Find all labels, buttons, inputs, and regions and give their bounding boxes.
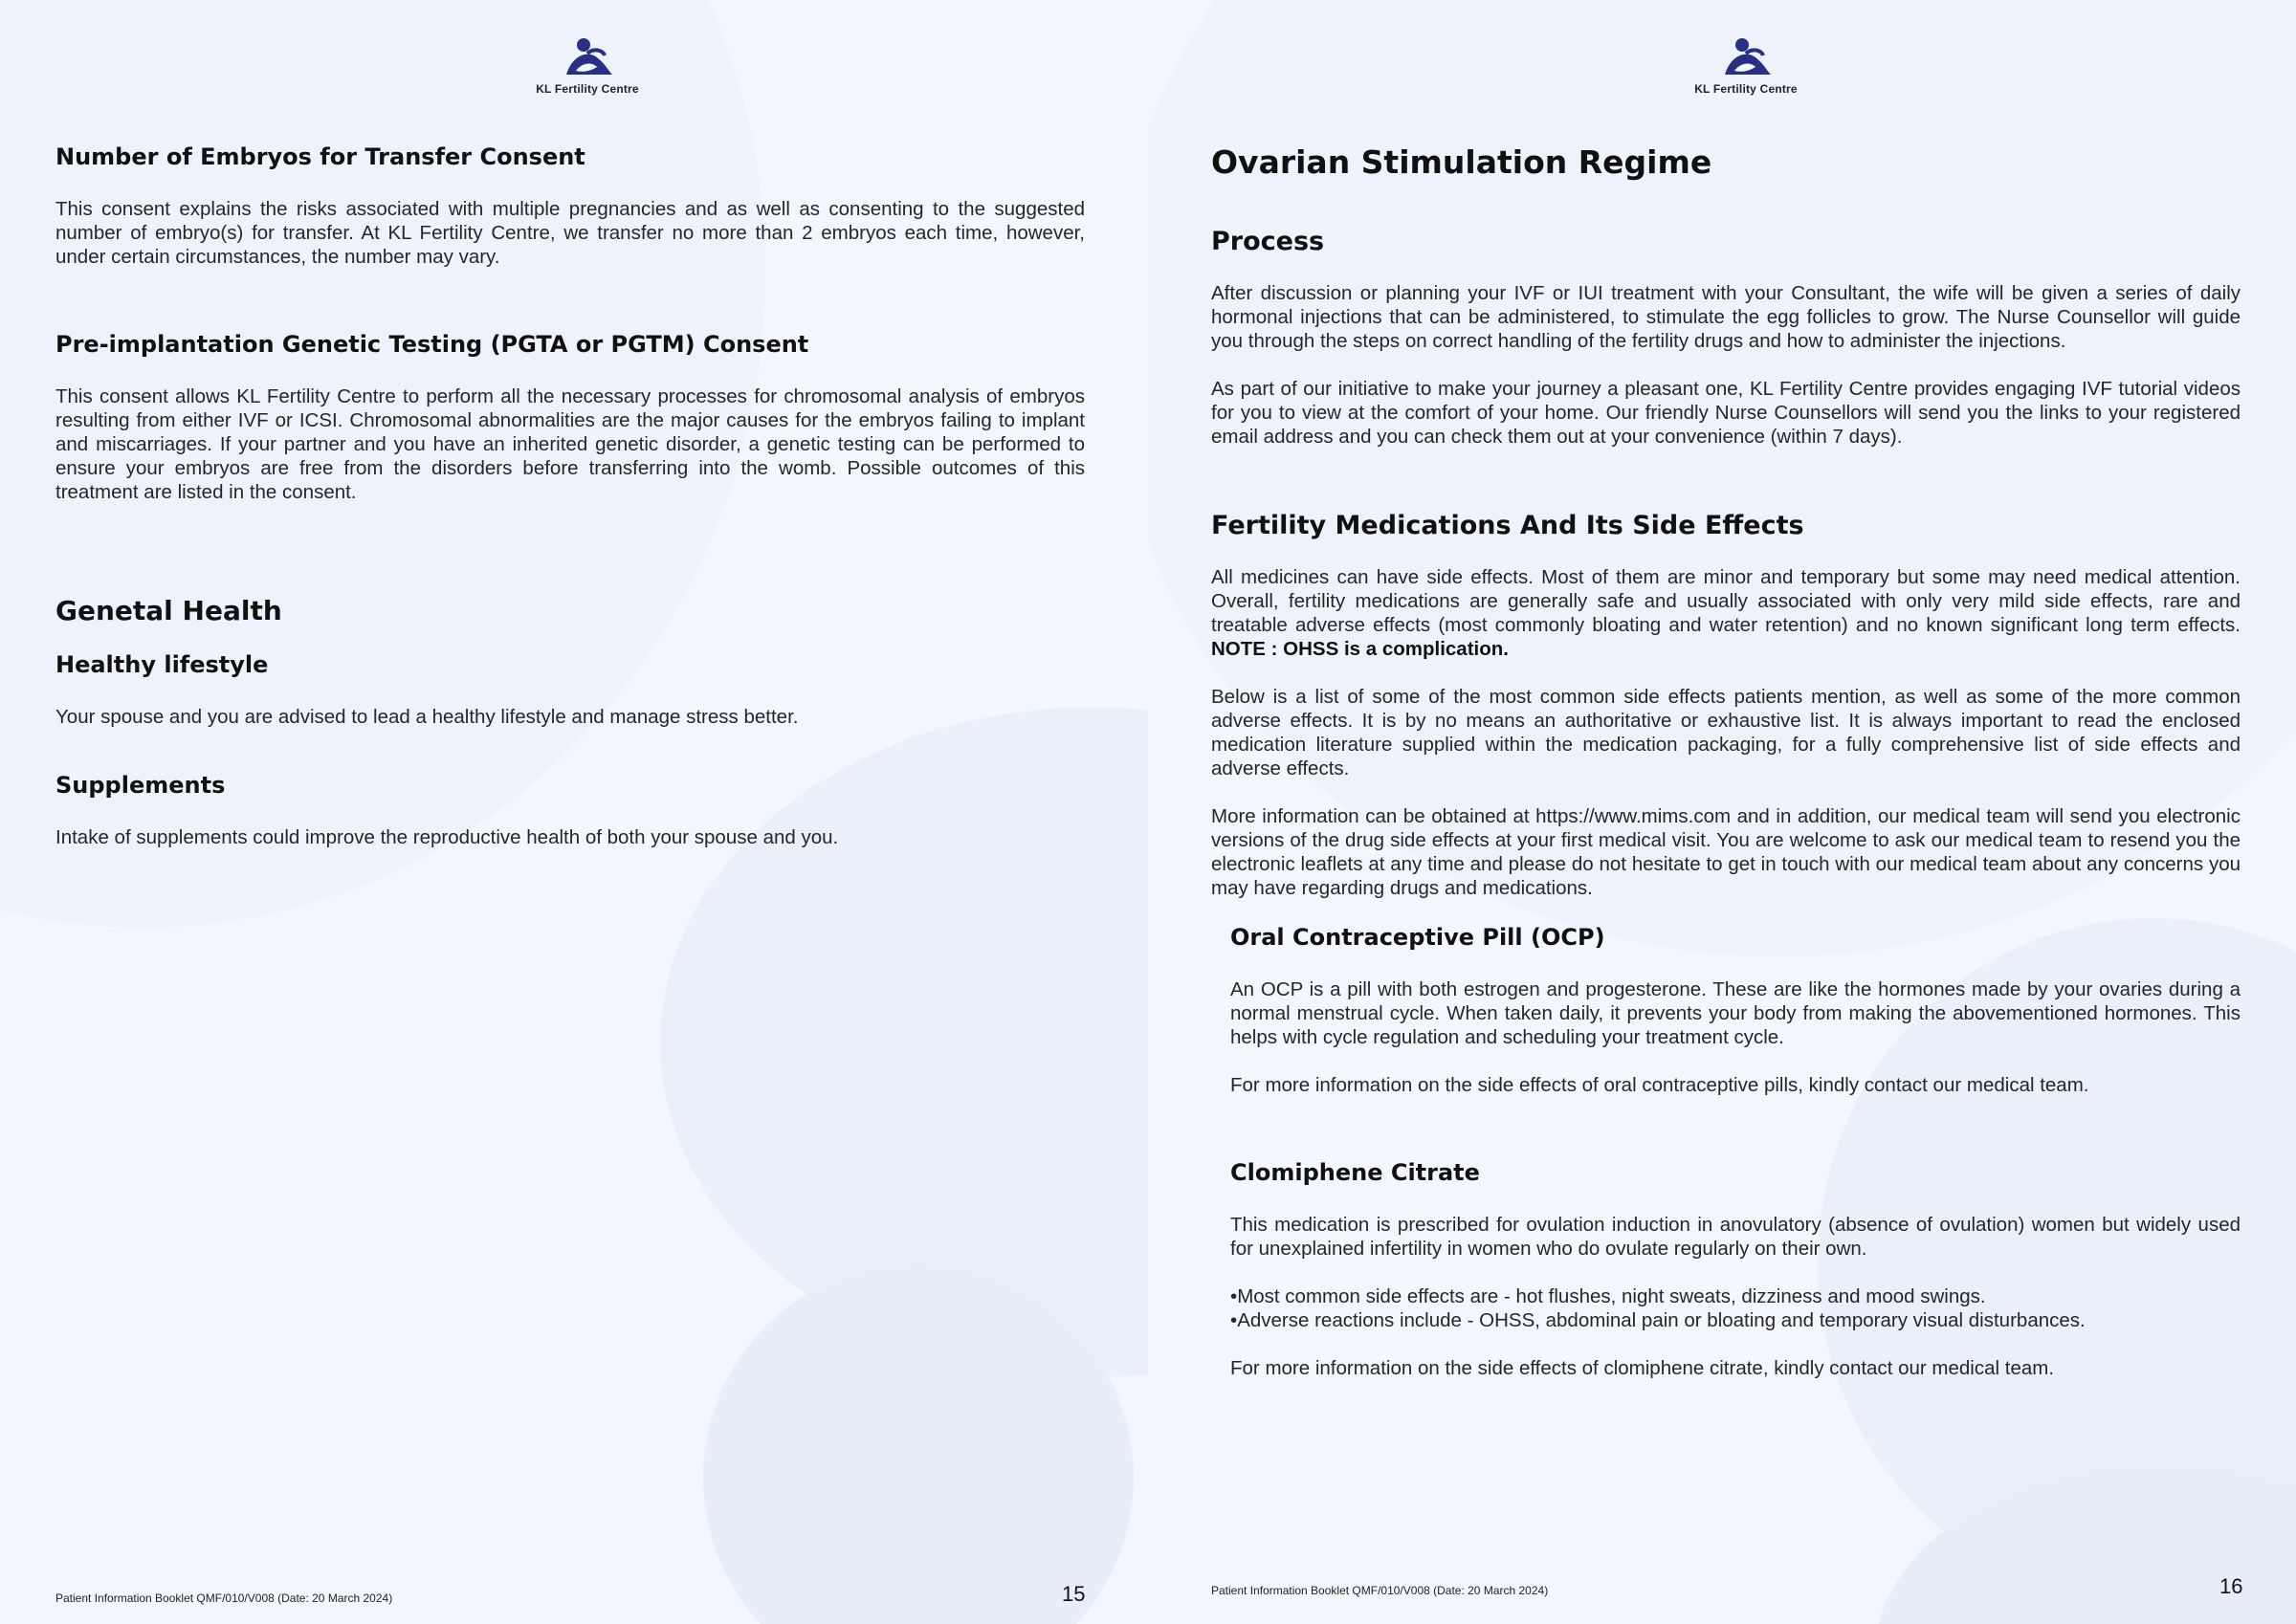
medications-paragraph: All medicines can have side effects. Most of them are minor and temporary but some may need medical attention. Overall, fertility medications are generally safe and usually associated with only very mild side effects, rare and treatable adverse effects (most commonly bloating and water retention) and no known significant long term effects. NOTE : OHSS is a complication. xyxy=(1211,566,2241,660)
medications-paragraph: More information can be obtained at https://www.mims.com and in addition, our medical team will send you electronic versions of the drug side effects at your first medical visit. You are welcome to ask our medical team to resend you the electronic leaflets at any time and please do not hesitate to get in touch with our medical team about any concerns you may have regarding drugs and medications. xyxy=(1211,805,2241,899)
ocp-section xyxy=(1230,924,2241,1380)
logo-icon xyxy=(559,36,616,80)
section-paragraph: This consent allows KL Fertility Centre to perform all the necessary processes for chromosomal analysis of embryos resulting from either IVF or ICSI. Chromosomal abnormalities are the major causes for the embryos failing to implant and miscarriages. If your partner and you have an inherited genetic disorder, a genetic testing can be performed to ensure your embryos are free from the disorders before transferring into the womb. Possible outcomes of this treatment are listed in the consent. xyxy=(55,385,1085,503)
logo-text: KL Fertility Centre xyxy=(536,82,639,96)
list-item: • Adverse reactions include - OHSS, abdominal pain or bloating and temporary visual disturbances. xyxy=(1230,1308,2241,1332)
page-15-content xyxy=(55,143,1085,873)
page-title: Ovarian Stimulation Regime xyxy=(1211,143,1712,181)
footer-reference: Patient Information Booklet QMF/010/V008 (Date: 20 March 2024) xyxy=(55,1591,393,1605)
ocp-heading: Oral Contraceptive Pill (OCP) xyxy=(1230,924,1605,951)
ocp-paragraph: An OCP is a pill with both estrogen and progesterone. These are like the hormones made by your ovaries during a normal menstrual cycle. When taken daily, it prevents your body from making the abovementioned hormones. This helps with cycle regulation and scheduling your treatment cycle. xyxy=(1230,978,2241,1048)
footer-reference: Patient Information Booklet QMF/010/V008 (Date: 20 March 2024) xyxy=(1211,1584,1549,1597)
logo-text: KL Fertility Centre xyxy=(1694,82,1798,96)
clinic-logo xyxy=(511,36,664,96)
healthy-lifestyle-text: Your spouse and you are advised to lead a healthy lifestyle and manage stress better. xyxy=(55,706,799,728)
section-paragraph: This consent explains the risks associated with multiple pregnancies and as well as consenting to the suggested number of embryo(s) for transfer. At KL Fertility Centre, we transfer no more than 2 embryos each time, however, under certain circumstances, the number may vary. xyxy=(55,198,1085,268)
process-heading: Process xyxy=(1211,227,1325,256)
medications-heading: Fertility Medications And Its Side Effects xyxy=(1211,511,1804,540)
clomiphene-bullets xyxy=(1230,1284,2241,1332)
list-item: • Most common side effects are - hot flushes, night sweats, dizziness and mood swings. xyxy=(1230,1284,2241,1308)
clinic-logo xyxy=(1669,36,1822,96)
page-16 xyxy=(1148,0,2296,1624)
logo-icon xyxy=(1717,36,1775,80)
section-heading: Number of Embryos for Transfer Consent xyxy=(55,143,585,170)
section-heading: Pre-implantation Genetic Testing (PGTA or PGTM) Consent xyxy=(55,331,809,358)
supplements-text: Intake of supplements could improve the reproductive health of both your spouse and you. xyxy=(55,826,839,848)
page-number: 15 xyxy=(1062,1582,1086,1606)
healthy-lifestyle-heading: Healthy lifestyle xyxy=(55,651,269,678)
medications-paragraph: Below is a list of some of the most common side effects patients mention, as well as some of the more common adverse effects. It is by no means an authoritative or exhaustive list. It is always important to read the enclosed medication literature supplied within the medication packaging, for a fully comprehensive list of side effects and adverse effects. xyxy=(1211,686,2241,779)
process-paragraph: After discussion or planning your IVF or IUI treatment with your Consultant, the wife will be given a series of daily hormonal injections that can be administered, to stimulate the egg follicles to grow. The Nurse Counsellor will guide you through the steps on correct handling of the fertility drugs and how to administer the injections. xyxy=(1211,282,2241,352)
ohss-note: NOTE : OHSS is a complication. xyxy=(1211,638,1509,660)
process-paragraph: As part of our initiative to make your journey a pleasant one, KL Fertility Centre provides engaging IVF tutorial videos for you to view at the comfort of your home. Our friendly Nurse Counsellors will send you the links to your registered email address and you can check them out at your convenience (within 7 days). xyxy=(1211,378,2241,448)
clomiphene-paragraph: For more information on the side effects of clomiphene citrate, kindly contact our medical team. xyxy=(1230,1357,2055,1379)
clomiphene-paragraph: This medication is prescribed for ovulation induction in anovulatory (absence of ovulation) women but widely used for unexplained infertility in women who do ovulate regularly on their own. xyxy=(1230,1214,2241,1260)
clomiphene-heading: Clomiphene Citrate xyxy=(1230,1159,1480,1186)
supplements-heading: Supplements xyxy=(55,772,226,799)
genetal-health-title: Genetal Health xyxy=(55,595,282,626)
page-number: 16 xyxy=(2219,1574,2243,1598)
ocp-paragraph: For more information on the side effects of oral contraceptive pills, kindly contact our medical team. xyxy=(1230,1074,2089,1096)
page-16-content xyxy=(1211,143,2241,1404)
